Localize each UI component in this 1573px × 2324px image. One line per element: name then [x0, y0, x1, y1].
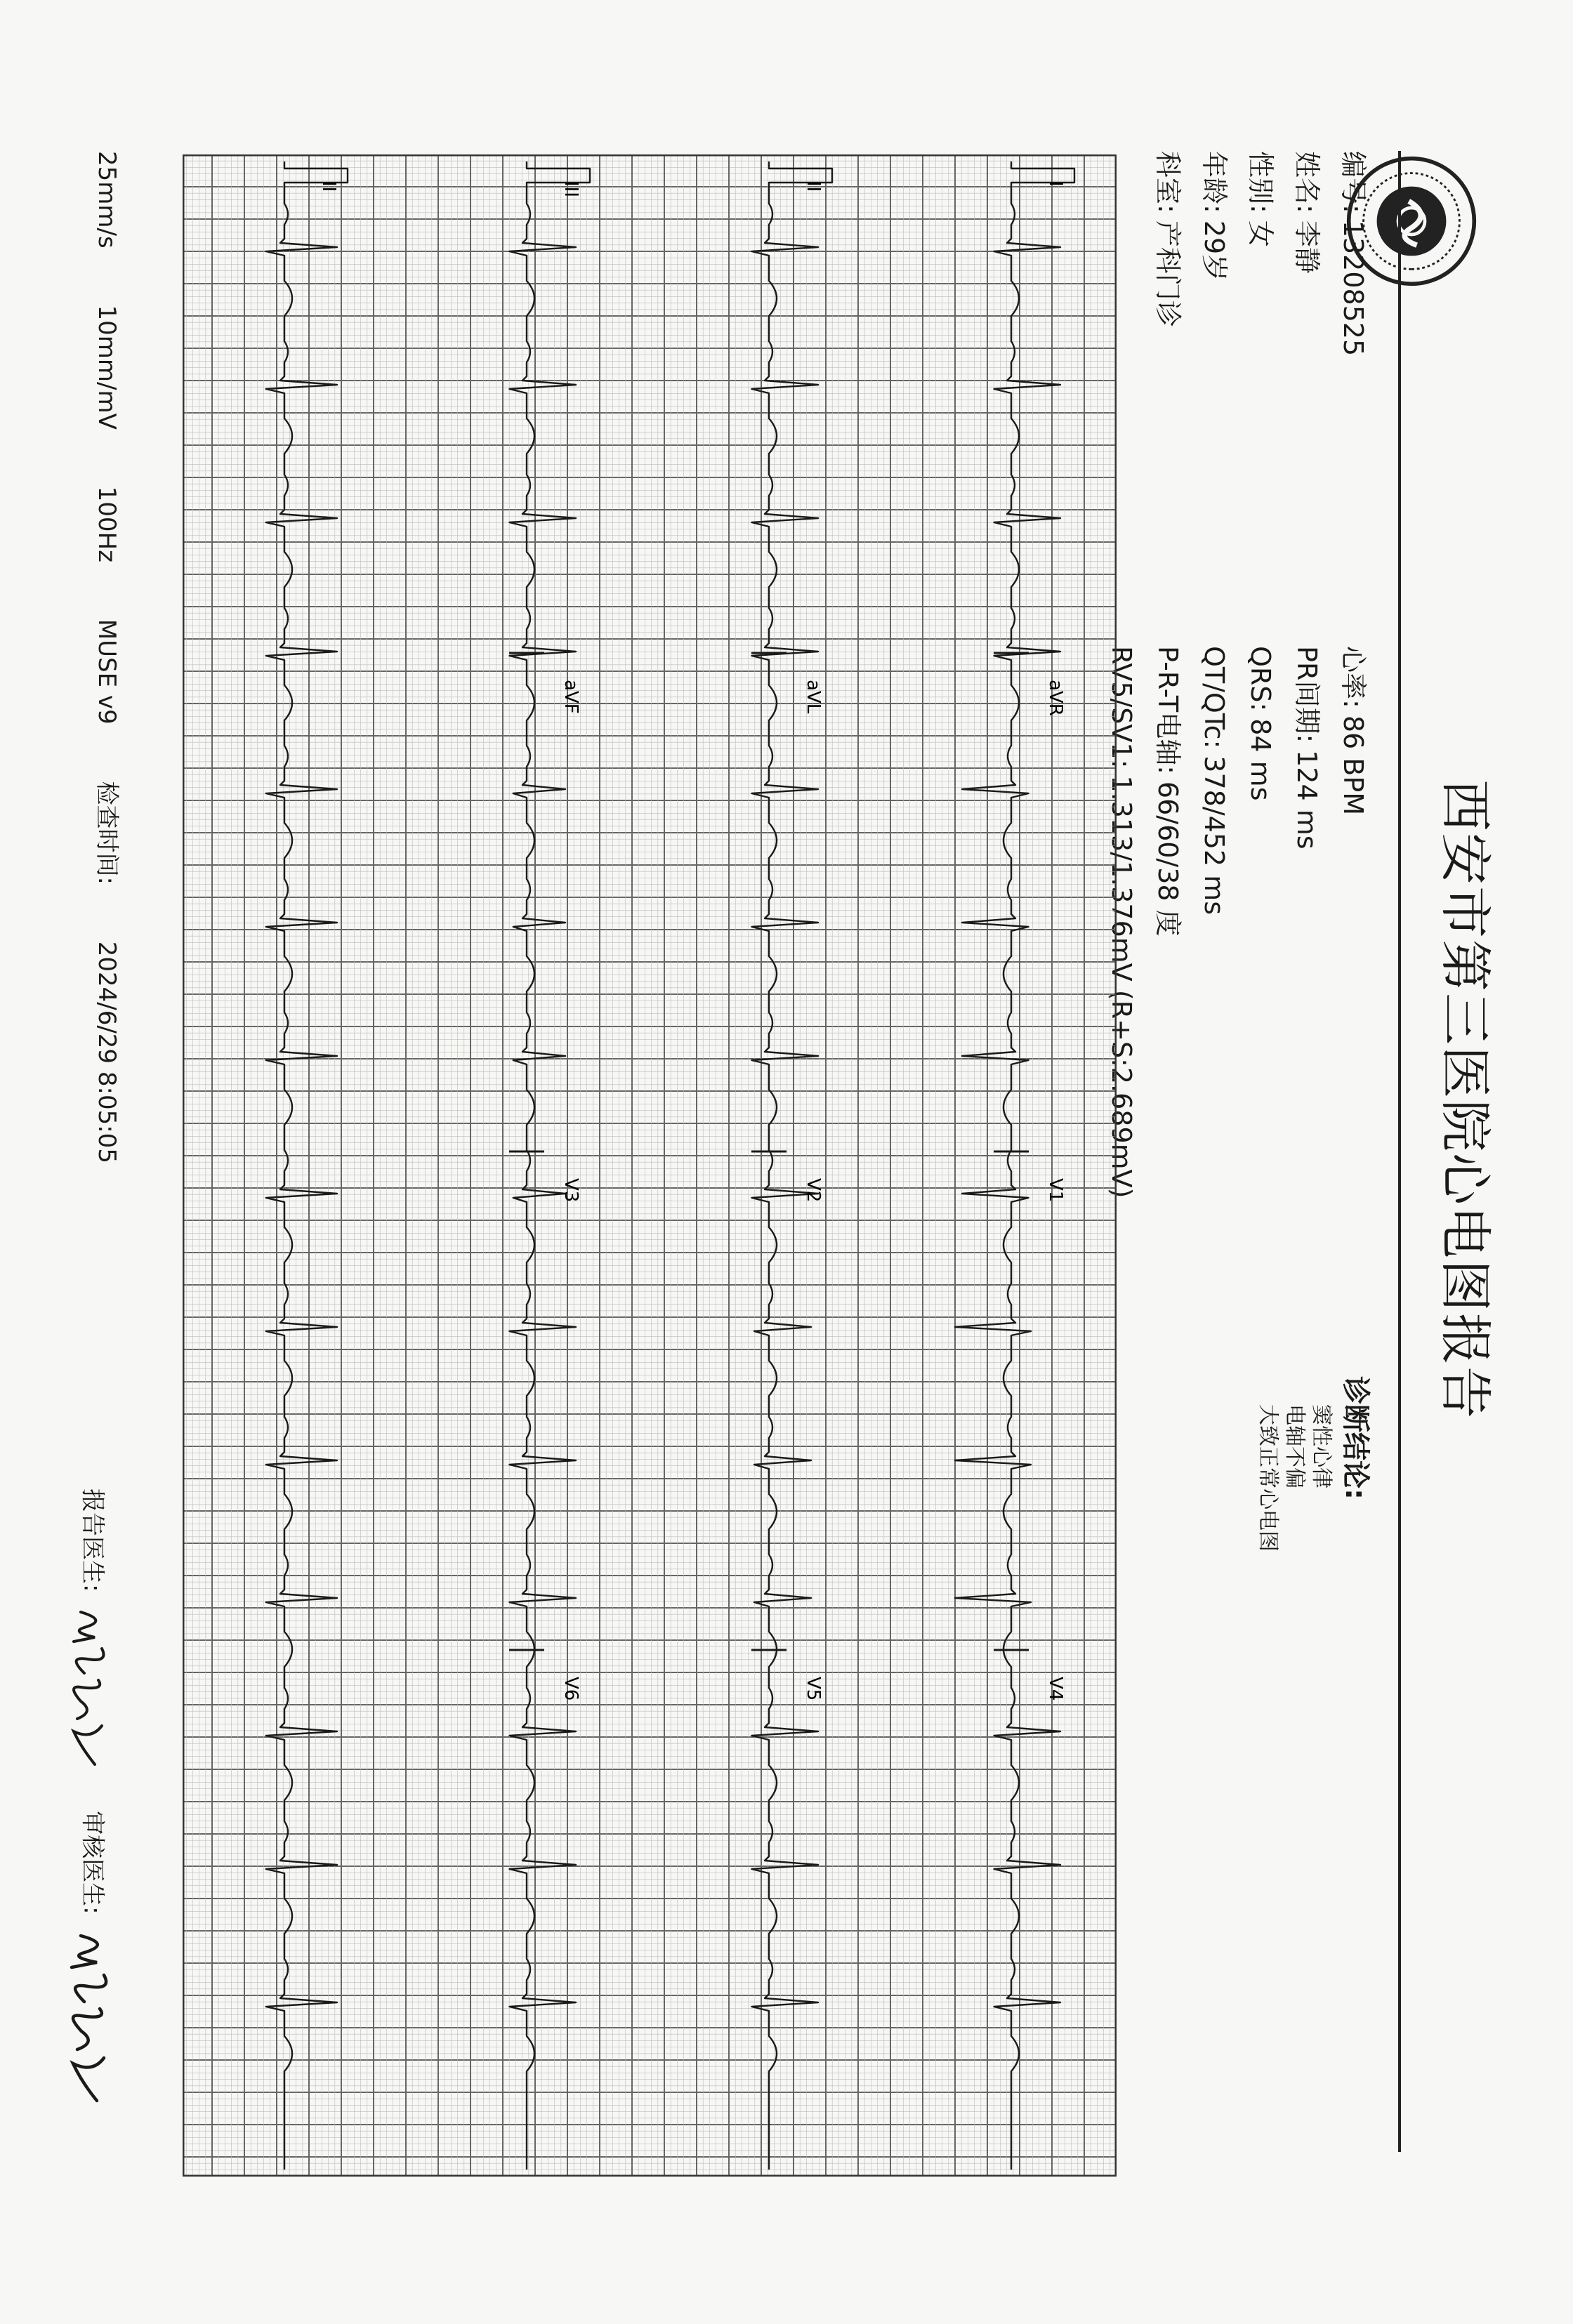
exam-time-value: 2024/6/29 8:05:05 [93, 941, 121, 1163]
heart-rate-row: 心率:86 BPM [1338, 646, 1369, 816]
patient-dept-row: 科室:产科门诊 [1152, 151, 1183, 327]
report-doctor-signature [60, 1606, 123, 1775]
qrs-row: QRS:84 ms [1245, 646, 1276, 801]
ecg-tracing-grid [183, 154, 1117, 2177]
lead-label: III [560, 181, 581, 198]
diagnosis-section [1254, 1376, 1376, 1552]
patient-age-row: 年龄:29岁 [1199, 151, 1230, 282]
lead-label: V6 [560, 1677, 581, 1701]
filter: 100Hz [93, 486, 121, 562]
patient-id: 13208525 [1338, 220, 1369, 357]
lead-label: II [803, 181, 824, 192]
report-doctor-label: 报告医生: [78, 1488, 107, 1592]
report-title: 西安市第三医院心电图报告 [1435, 779, 1495, 1420]
diagnosis-title: 诊断结论: [1339, 1376, 1371, 1500]
ecg-lead-labels [318, 181, 1066, 1701]
ecg-traces [266, 161, 1074, 2170]
lead-label: aVL [803, 680, 824, 714]
patient-id-row: 编号:13208525 [1338, 151, 1369, 357]
lead-label: II [318, 181, 339, 192]
diagnosis-line: 电轴不偏 [1282, 1404, 1307, 1488]
patient-info [1145, 151, 1376, 356]
rv5-sv1-row: RV5/SV1:1.313/1.376mV (R+S:2.689mV) [1106, 646, 1137, 1199]
lead-label: V1 [1045, 1178, 1066, 1203]
lead-label: V4 [1045, 1677, 1066, 1701]
qt-qtc-value: 378/452 ms [1199, 755, 1230, 916]
ecg-trace-row-2 [752, 161, 833, 2170]
lead-label: aVR [1045, 680, 1066, 716]
patient-sex: 女 [1245, 220, 1276, 247]
lead-label: aVF [560, 680, 581, 714]
patient-name-row: 姓名:李静 [1291, 151, 1322, 274]
qt-qtc-row: QT/QTc:378/452 ms [1199, 646, 1230, 916]
ecg-trace-row-4 [266, 161, 348, 2170]
patient-name: 李静 [1291, 220, 1322, 274]
ecg-measurements [1098, 646, 1376, 1199]
gain: 10mm/mV [93, 305, 121, 430]
exam-time-label: 检查时间: [93, 781, 121, 885]
qrs-value: 84 ms [1245, 718, 1276, 801]
review-doctor-label: 审核医生: [78, 1811, 107, 1915]
pr-interval-row: PR间期:124 ms [1291, 646, 1322, 850]
ecg-grid-lines [183, 154, 1117, 2177]
recording-settings [92, 151, 126, 1213]
patient-age: 29岁 [1199, 220, 1230, 282]
ecg-trace-row-1 [955, 161, 1074, 2170]
patient-dept: 产科门诊 [1152, 220, 1183, 327]
paper-speed: 25mm/s [93, 151, 121, 249]
diagnosis-line: 窦性心律 [1309, 1404, 1334, 1488]
doctor-signatures [56, 1488, 126, 2139]
pr-interval-value: 124 ms [1291, 750, 1322, 850]
title-divider [1398, 151, 1401, 2152]
lead-label: I [1045, 181, 1066, 187]
ecg-trace-row-3 [510, 161, 591, 2170]
lead-label: V5 [803, 1677, 824, 1701]
software-version: MUSE v9 [93, 619, 121, 725]
diagnosis-line: 大致正常心电图 [1256, 1404, 1280, 1552]
lead-label: V3 [560, 1178, 581, 1203]
review-doctor-signature [56, 1929, 126, 2111]
rv5-sv1-value: 1.313/1.376mV (R+S:2.689mV) [1106, 775, 1137, 1199]
axis-value: 66/60/38 度 [1152, 781, 1183, 937]
patient-sex-row: 性别:女 [1245, 151, 1276, 247]
heart-rate-value: 86 BPM [1338, 715, 1369, 816]
lead-label: V2 [803, 1178, 824, 1203]
axis-row: P-R-T电轴:66/60/38 度 [1152, 646, 1183, 937]
